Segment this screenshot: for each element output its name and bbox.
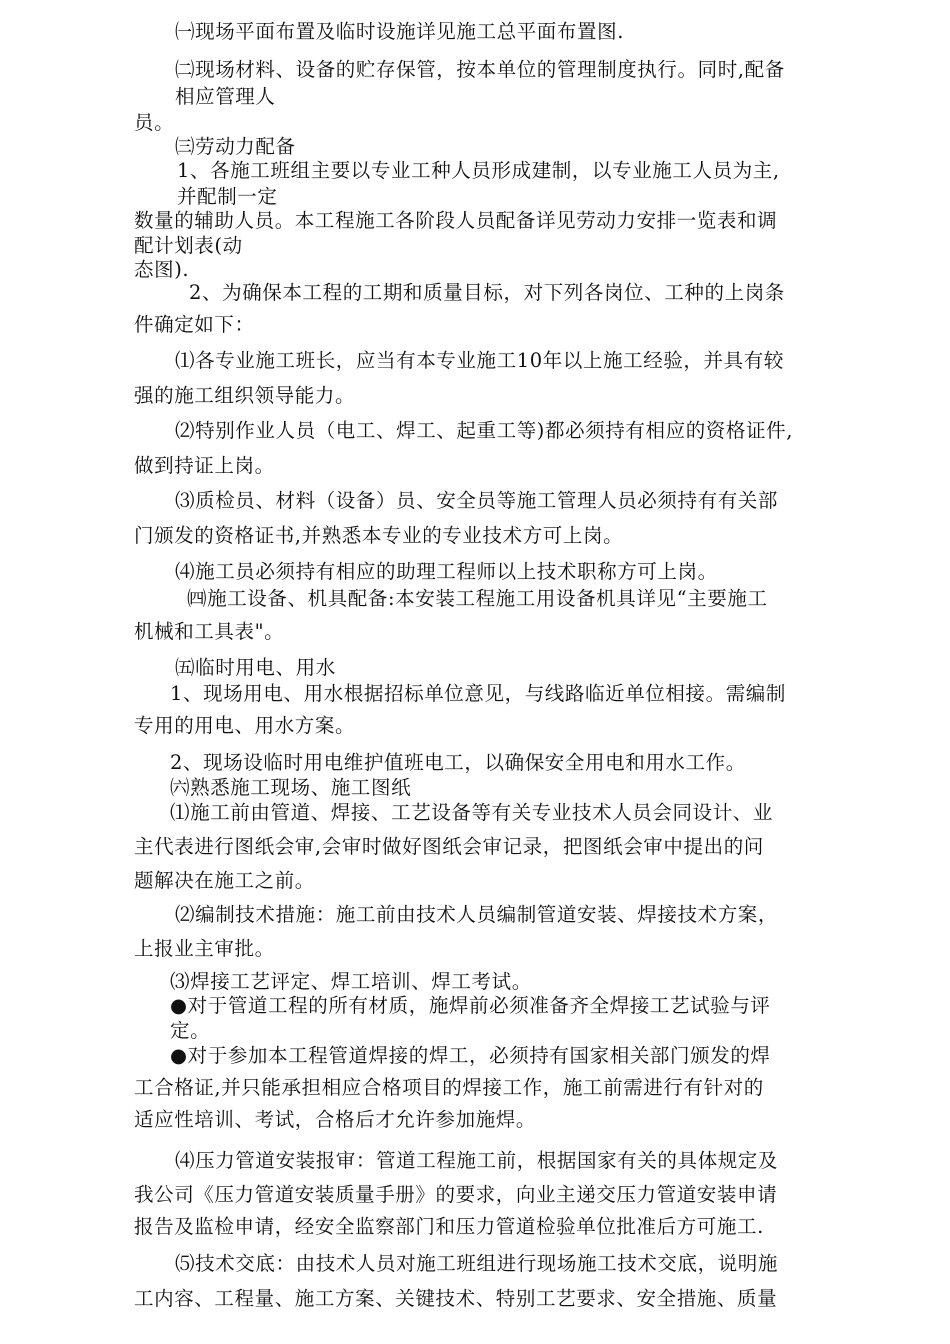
text-line: 定。 [170,1019,211,1042]
text-line: 件确定如下： [134,313,255,336]
heading-site-layout: ㈠现场平面布置及临时设施详见施工总平面布置图. [175,20,624,43]
text-line: 1、各施工班组主要以专业工种人员形成建制，以专业施工人员为主, [177,159,780,182]
text-line: 适应性培训、考试，合格后才允许参加施焊。 [134,1108,537,1131]
bullet-item: ●对于管道工程的所有材质，施焊前必须准备齐全焊接工艺试验与评 [170,994,771,1017]
text-line: ⑶焊接工艺评定、焊工培训、焊工考试。 [170,970,532,993]
text-line: ⑴施工前由管道、焊接、工艺设备等有关专业技术人员会同设计、业 [170,801,774,824]
text-line: ⑷压力管道安装报审：管道工程施工前，根据国家有关的具体规定及 [175,1149,779,1172]
text-line: 主代表进行图纸会审,会审时做好图纸会审记录，把图纸会审中提出的问 [134,835,764,858]
text-line: 2、现场设临时用电维护值班电工，以确保安全用电和用水工作。 [170,751,746,774]
text-line: 态图). [134,258,190,281]
text-line: 数量的辅助人员。本工程施工各阶段人员配备详见劳动力安排一览表和调 [134,209,778,232]
text-line: 相应管理人 [175,85,276,108]
heading-materials-storage: ㈡现场材料、设备的贮存保管，按本单位的管理制度执行。同时,配备 [175,58,785,81]
bullet-item: ●对于参加本工程管道焊接的焊工，必须持有国家相关部门颁发的焊 [170,1044,771,1067]
text-line: 做到持证上岗。 [134,454,275,477]
text-line: 员。 [134,111,175,134]
text-line: ⑴各专业施工班长，应当有本专业施工10年以上施工经验，并具有较 [175,349,784,372]
text-line: 强的施工组织领导能力。 [134,384,356,407]
text-line: 报告及监检申请，经安全监察部门和压力管道检验单位批准后方可施工. [134,1215,764,1238]
text-line: 机械和工具表"。 [134,620,285,643]
text-line: ⑸技术交底：由技术人员对施工班组进行现场施工技术交底，说明施 [175,1252,779,1275]
heading-equipment: ㈣施工设备、机具配备:本安装工程施工用设备机具详见“主要施工 [187,587,768,610]
heading-temp-power-water: ㈤临时用电、用水 [175,656,336,679]
heading-labor-allocation: ㈢劳动力配备 [175,135,296,158]
text-line: 2、为确保本工程的工期和质量目标，对下列各岗位、工种的上岗条 [189,281,785,304]
text-line: 门颁发的资格证书,并熟悉本专业的专业技术方可上岗。 [134,524,624,547]
text-line: ⑶质检员、材料（设备）员、安全员等施工管理人员必须持有有关部 [175,489,779,512]
text-line: 工内容、工程量、施工方案、关键技术、特别工艺要求、安全措施、质量 [134,1287,778,1310]
text-line: 专用的用电、用水方案。 [134,714,356,737]
text-line: ⑷施工员必须持有相应的助理工程师以上技术职称方可上岗。 [175,560,718,583]
text-line: ⑵特别作业人员（电工、焊工、起重工等)都必须持有相应的资格证件, [175,419,794,442]
text-line: 我公司《压力管道安装质量手册》的要求，向业主递交压力管道安装申请 [134,1183,778,1206]
text-line: 配计划表(动 [134,234,243,257]
text-line: 并配制一定 [177,185,278,208]
text-line: ⑵编制技术措施：施工前由技术人员编制管道安装、焊接技术方案， [175,903,779,926]
text-line: 题解决在施工之前。 [134,869,315,892]
text-line: 1、现场用电、用水根据招标单位意见，与线路临近单位相接。需编制 [170,682,787,705]
text-line: 上报业主审批。 [134,937,275,960]
text-line: 工合格证,并只能承担相应合格项目的焊接工作，施工前需进行有针对的 [134,1076,764,1099]
heading-site-drawings: ㈥熟悉施工现场、施工图纸 [170,776,412,799]
